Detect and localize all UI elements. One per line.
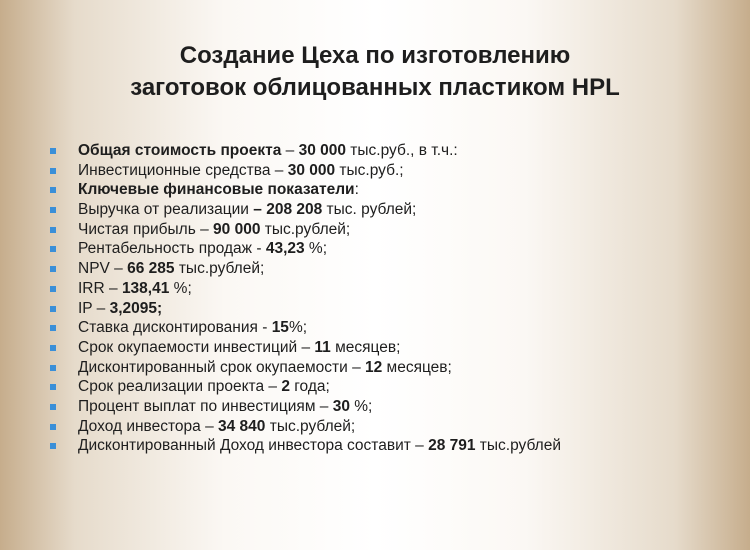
bold-text-segment: – 208 208 bbox=[253, 201, 323, 219]
square-bullet-icon bbox=[50, 246, 56, 252]
list-item-text bbox=[78, 397, 372, 417]
list-item-text bbox=[78, 279, 192, 299]
square-bullet-icon bbox=[50, 306, 56, 312]
text-segment: Дисконтированный Доход инвестора составит – bbox=[78, 437, 429, 455]
bold-text-segment: 34 840 bbox=[218, 417, 266, 435]
text-segment: Дисконтированный срок окупаемости – bbox=[78, 358, 365, 376]
text-segment: тыс.рублей; bbox=[260, 220, 351, 238]
bold-text-segment: 66 285 bbox=[127, 260, 175, 278]
square-bullet-icon bbox=[50, 365, 56, 371]
slide-title-line-1: Создание Цеха по изготовлению bbox=[179, 42, 571, 69]
text-segment: IP – bbox=[78, 299, 110, 317]
text-segment: %; bbox=[349, 397, 373, 415]
text-segment: %; bbox=[304, 240, 328, 258]
list-item bbox=[50, 358, 730, 378]
square-bullet-icon bbox=[50, 384, 56, 390]
text-segment: %; bbox=[169, 279, 192, 297]
square-bullet-icon bbox=[50, 345, 56, 351]
bold-text-segment: 11 bbox=[314, 338, 331, 356]
list-item bbox=[50, 259, 730, 279]
square-bullet-icon bbox=[50, 325, 56, 331]
list-item-text bbox=[78, 417, 355, 437]
text-segment: тыс. рублей; bbox=[322, 201, 417, 219]
bold-text-segment: 30 000 bbox=[298, 142, 346, 159]
text-segment: Выручка от реализации bbox=[78, 201, 254, 219]
list-item bbox=[50, 239, 730, 259]
list-item-text bbox=[78, 180, 359, 200]
square-bullet-icon bbox=[50, 286, 56, 292]
text-segment: Процент выплат по инвестициям – bbox=[78, 397, 333, 415]
bold-text-segment: 138,41 bbox=[121, 279, 170, 297]
list-item bbox=[50, 318, 730, 338]
list-item bbox=[50, 200, 730, 220]
list-item bbox=[50, 299, 730, 319]
text-segment: месяцев; bbox=[330, 338, 401, 356]
square-bullet-icon bbox=[50, 266, 56, 272]
list-item-text bbox=[78, 161, 404, 181]
text-segment: Инвестиционные средства – bbox=[78, 161, 288, 179]
list-item-text bbox=[78, 220, 350, 240]
slide-title bbox=[0, 40, 750, 104]
bold-text-segment: 30 bbox=[332, 397, 350, 415]
list-item-text bbox=[78, 318, 307, 338]
bold-text-segment: Ключевые финансовые показатели bbox=[78, 181, 355, 199]
bold-text-segment: Общая стоимость проекта bbox=[78, 142, 282, 159]
list-item-text bbox=[78, 299, 162, 319]
list-item bbox=[50, 141, 730, 161]
text-segment: IRR – bbox=[78, 279, 122, 297]
text-segment: Рентабельность продаж - bbox=[78, 240, 266, 258]
square-bullet-icon bbox=[50, 148, 56, 154]
bold-text-segment: 15 bbox=[271, 319, 289, 337]
text-segment: – bbox=[281, 142, 299, 159]
bold-text-segment: 3,2095; bbox=[109, 299, 163, 317]
square-bullet-icon bbox=[50, 207, 56, 213]
square-bullet-icon bbox=[50, 443, 56, 449]
slide-title-line-2: заготовок облицованных пластиком HPL bbox=[130, 74, 620, 101]
bold-text-segment: 43,23 bbox=[265, 240, 305, 258]
text-segment: года; bbox=[289, 378, 330, 396]
square-bullet-icon bbox=[50, 227, 56, 233]
bold-text-segment: 12 bbox=[365, 358, 383, 376]
text-segment: месяцев; bbox=[382, 358, 452, 376]
list-item bbox=[50, 161, 730, 181]
list-item bbox=[50, 417, 730, 437]
text-segment: Доход инвестора – bbox=[78, 417, 218, 435]
list-item-text bbox=[78, 259, 264, 279]
list-item bbox=[50, 338, 730, 358]
list-item bbox=[50, 397, 730, 417]
square-bullet-icon bbox=[50, 424, 56, 430]
list-item bbox=[50, 436, 730, 456]
list-item-text bbox=[78, 358, 452, 378]
square-bullet-icon bbox=[50, 187, 56, 193]
square-bullet-icon bbox=[50, 404, 56, 410]
text-segment: Срок реализации проекта – bbox=[78, 378, 282, 396]
text-segment: тыс.руб., в т.ч.: bbox=[346, 142, 458, 159]
list-item-text bbox=[78, 338, 400, 358]
list-item-text bbox=[78, 436, 561, 456]
list-item-text bbox=[78, 200, 416, 220]
text-segment: тыс.руб.; bbox=[335, 161, 404, 179]
bold-text-segment: 30 000 bbox=[287, 161, 336, 179]
text-segment: тыс.рублей; bbox=[265, 417, 356, 435]
text-segment: тыс.рублей; bbox=[174, 260, 265, 278]
text-segment: Ставка дисконтирования - bbox=[78, 319, 272, 337]
bold-text-segment: 90 000 bbox=[213, 220, 261, 238]
text-segment: Чистая прибыль – bbox=[78, 220, 214, 238]
text-segment: NPV – bbox=[78, 260, 128, 278]
list-item-text bbox=[78, 141, 458, 161]
list-item-text bbox=[78, 377, 330, 397]
text-segment: %; bbox=[288, 319, 308, 337]
list-item bbox=[50, 220, 730, 240]
bold-text-segment: 28 791 bbox=[428, 437, 476, 455]
square-bullet-icon bbox=[50, 168, 56, 174]
list-item-text bbox=[78, 239, 327, 259]
list-item bbox=[50, 180, 730, 200]
text-segment: : bbox=[354, 181, 359, 199]
indicator-list bbox=[50, 141, 730, 456]
bold-text-segment: 2 bbox=[281, 378, 290, 396]
list-item bbox=[50, 377, 730, 397]
text-segment: Срок окупаемости инвестиций – bbox=[78, 338, 315, 356]
list-item bbox=[50, 279, 730, 299]
text-segment: тыс.рублей bbox=[475, 437, 561, 455]
